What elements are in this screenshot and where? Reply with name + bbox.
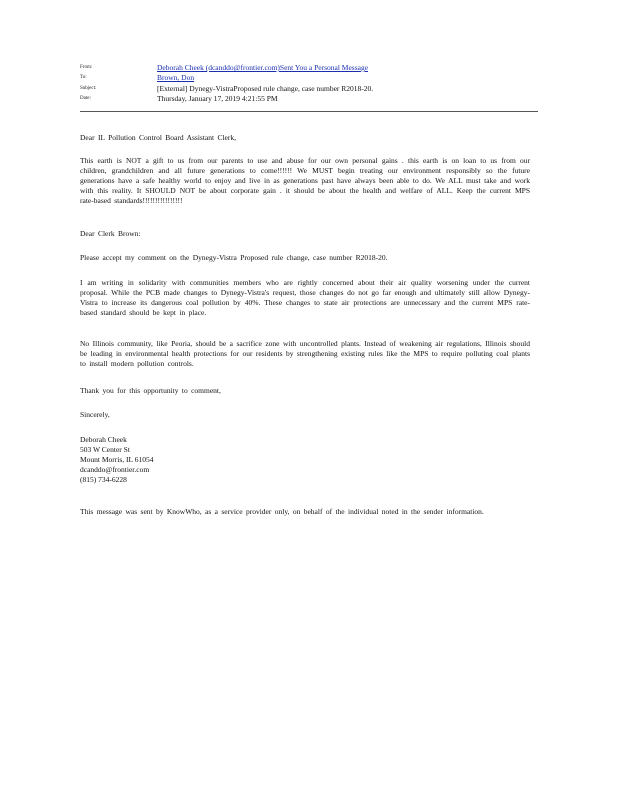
paragraph-4-text: No Illinois community, like Peoria, should be a sacrifice zone with uncontrolled plants. Instead of weakening air regulations, Illinois should be leading in environmental health protections for our residents by strengthening existing rules like the MPS to require polluting coal plants to install modern pollution controls. (80, 339, 530, 368)
subject-value: [External] Dynegy-VistraProposed rule change, case number R2018-20. (157, 84, 374, 93)
signature-street: 503 W Center St (80, 445, 130, 454)
greeting-2-text: Dear Clerk Brown: (80, 229, 141, 238)
paragraph-1-text: This earth is NOT a gift to us from our parents to use and abuse for our own personal gains . this earth is on loan to us from our children, grandchildren and all future generations to come!!!!!! We MUST begin treating our environment responsibly so the future generations have a safe healthy world to enjoy and live in as generations past have always been able to do. We ALL must take and work with this reality. It SHOULD NOT be about corporate gain . it should be about the health and welfare of ALL. Keep the current MPS rate-based standards!!!!!!!!!!!!!!!! (80, 156, 530, 205)
footer-text: This message was sent by KnowWho, as a service provider only, on behalf of the individual noted in the sender information. (80, 507, 484, 516)
thanks-line (80, 386, 530, 396)
to-value[interactable]: Brown, Don (157, 73, 195, 82)
paragraph-4 (80, 339, 530, 369)
signature-email: dcanddo@frontier.com (80, 465, 150, 474)
closing-text: Sincerely, (80, 410, 110, 419)
footer-note (80, 507, 530, 517)
paragraph-1 (80, 156, 530, 206)
closing-line (80, 410, 530, 420)
from-value[interactable]: Deborah Cheek (dcanddo@frontier.com)Sent You a Personal Message (157, 63, 369, 72)
greeting-1 (80, 133, 530, 143)
thanks-text: Thank you for this opportunity to comment, (80, 386, 221, 395)
greeting-1-text: Dear IL Pollution Control Board Assistant Clerk, (80, 133, 237, 142)
subject-label: Subject: (80, 86, 97, 91)
signature-city: Mount Morris, IL 61054 (80, 455, 154, 464)
to-label: To: (80, 75, 87, 80)
date-value: Thursday, January 17, 2019 4:21:55 PM (157, 94, 278, 103)
signature-block (80, 435, 530, 485)
header-divider (80, 111, 538, 112)
from-label: From: (80, 65, 93, 70)
paragraph-3-text: I am writing in solidarity with communities members who are rightly concerned about their air quality worsening under the current proposal. While the PCB made changes to Dynegy-Vistra's request, those changes do not go far enough and ultimately still allow Dynegy-Vistra to increase its dangerous coal pollution by 40%. These changes to state air protections are unnecessary and the current MPS rate-based standard should be kept in place. (80, 278, 530, 317)
paragraph-3 (80, 278, 530, 318)
greeting-2 (80, 229, 530, 239)
date-label: Date: (80, 96, 91, 101)
paragraph-2-text: Please accept my comment on the Dynegy-Vistra Proposed rule change, case number R2018-20. (80, 253, 388, 262)
signature-name: Deborah Cheek (80, 435, 127, 444)
paragraph-2 (80, 253, 530, 263)
signature-phone: (815) 734-6228 (80, 475, 127, 484)
